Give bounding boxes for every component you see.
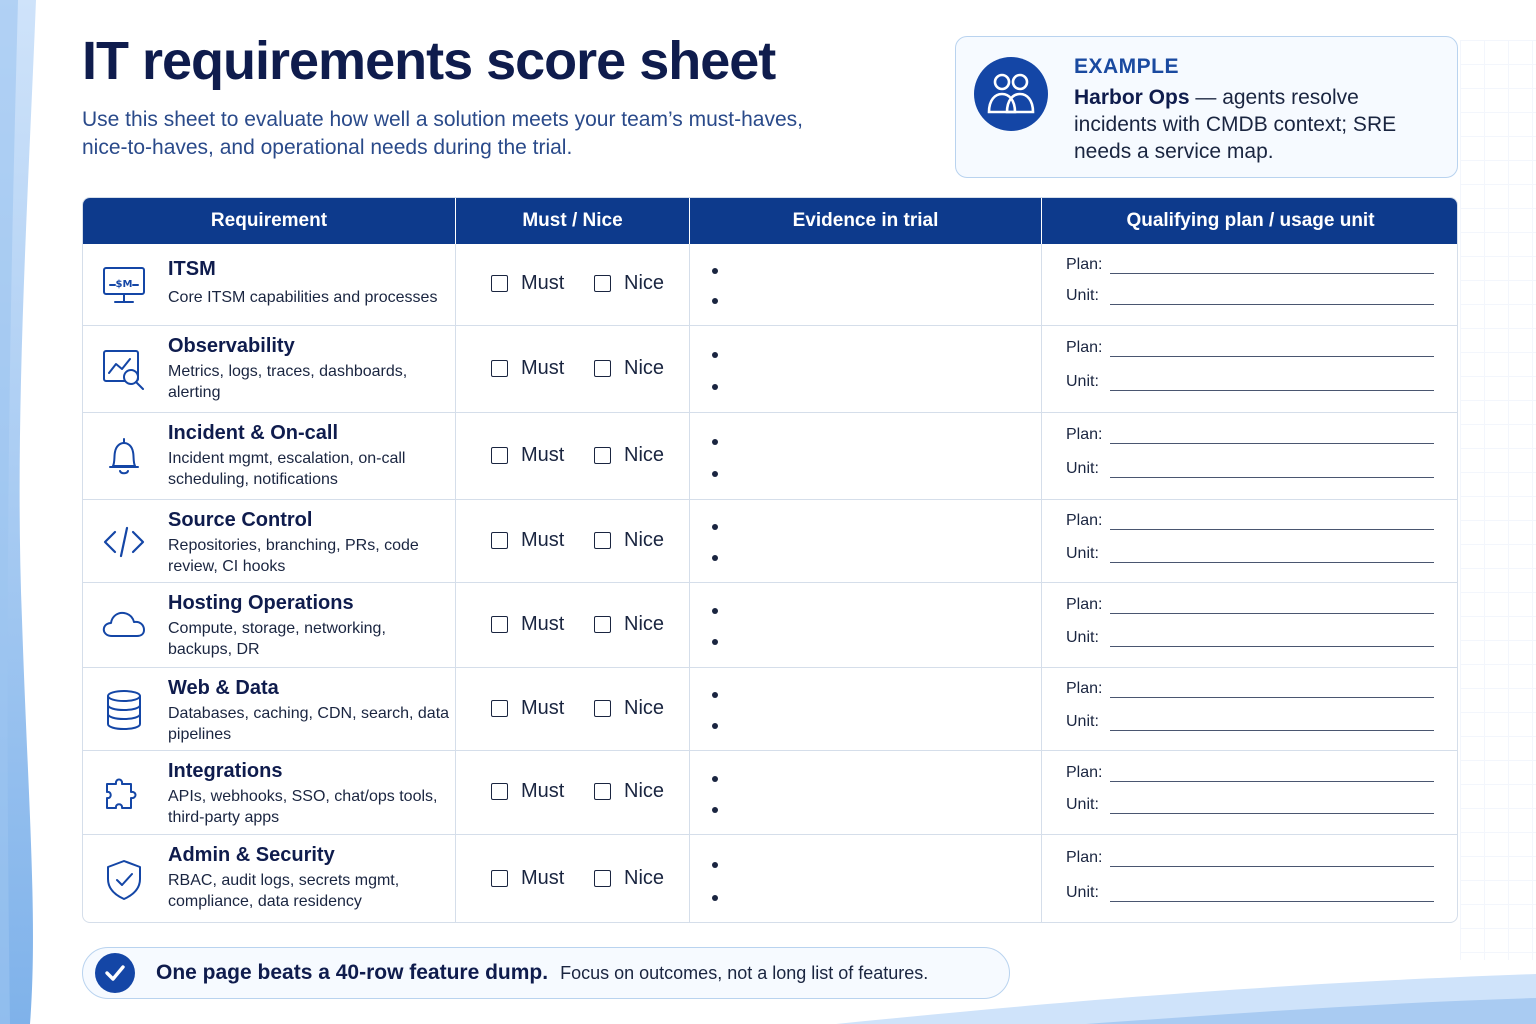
plan-unit-cell — [1042, 583, 1458, 667]
requirement-cell — [83, 326, 456, 412]
nice-option[interactable] — [594, 613, 664, 636]
evidence-bullet — [712, 895, 718, 901]
nice-label: Nice — [624, 867, 665, 889]
plan-label: Plan: — [1066, 512, 1103, 529]
unit-label: Unit: — [1066, 884, 1099, 901]
evidence-cell[interactable] — [690, 668, 1042, 750]
plan-field[interactable] — [1066, 849, 1434, 867]
unit-input-line[interactable] — [1110, 462, 1434, 478]
unit-field[interactable] — [1066, 629, 1434, 647]
evidence-cell[interactable] — [690, 326, 1042, 412]
evidence-bullet — [712, 639, 718, 645]
table-row — [83, 834, 1458, 923]
must-option[interactable] — [491, 697, 564, 720]
requirement-name: Admin & Security — [168, 844, 335, 866]
page-subtitle: Use this sheet to evaluate how well a solution meets your team’s must-haves, nice-to-haves, and operational needs during the trial. — [82, 108, 803, 159]
evidence-bullet — [712, 776, 718, 782]
plan-unit-cell — [1042, 326, 1458, 412]
must-option[interactable] — [491, 272, 564, 295]
column-header-plan-unit: Qualifying plan / usage unit — [1126, 210, 1375, 231]
evidence-bullet — [712, 384, 718, 390]
unit-field[interactable] — [1066, 373, 1434, 391]
must-label: Must — [521, 529, 565, 551]
must-label: Must — [521, 780, 565, 802]
nice-checkbox[interactable] — [594, 532, 611, 549]
nice-label: Nice — [624, 529, 665, 551]
evidence-bullet — [712, 608, 718, 614]
plan-input-line[interactable] — [1110, 766, 1434, 782]
must-checkbox[interactable] — [491, 700, 508, 717]
plan-label: Plan: — [1066, 426, 1103, 443]
evidence-cell[interactable] — [690, 413, 1042, 499]
priority-cell — [456, 583, 690, 667]
table-row — [83, 582, 1458, 667]
requirement-cell — [83, 835, 456, 923]
plan-input-line[interactable] — [1110, 514, 1434, 530]
footer-headline: One page beats a 40-row feature dump. — [156, 961, 549, 984]
requirement-description: Repositories, branching, PRs, code review, CI hooks — [168, 537, 419, 575]
unit-label: Unit: — [1066, 460, 1099, 477]
requirement-name: Incident & On-call — [168, 422, 339, 444]
plan-label: Plan: — [1066, 764, 1103, 781]
unit-input-line[interactable] — [1110, 798, 1434, 814]
plan-label: Plan: — [1066, 256, 1103, 273]
unit-input-line[interactable] — [1110, 631, 1434, 647]
bell-icon — [101, 434, 147, 480]
evidence-cell[interactable] — [690, 500, 1042, 582]
cloud-icon — [101, 603, 147, 649]
requirement-name: Web & Data — [168, 677, 279, 699]
requirement-description: Databases, caching, CDN, search, data pipelines — [168, 705, 450, 743]
nice-checkbox[interactable] — [594, 360, 611, 377]
unit-field[interactable] — [1066, 713, 1434, 731]
column-header-evidence: Evidence in trial — [690, 198, 1042, 244]
must-option[interactable] — [491, 780, 564, 803]
evidence-cell[interactable] — [690, 583, 1042, 667]
requirements-table — [82, 197, 1458, 923]
evidence-cell[interactable] — [690, 751, 1042, 834]
nice-checkbox[interactable] — [594, 616, 611, 633]
requirement-description: APIs, webhooks, SSO, chat/ops tools, third-party apps — [168, 788, 438, 826]
plan-unit-cell — [1042, 413, 1458, 499]
example-description: — agents resolve incidents with CMDB context; SRE needs a service map. — [1074, 86, 1397, 163]
table-row — [83, 667, 1458, 750]
plan-input-line[interactable] — [1110, 428, 1434, 444]
plan-unit-cell — [1042, 668, 1458, 750]
requirement-cell — [83, 413, 456, 499]
decorative-grid — [1460, 40, 1536, 960]
plan-input-line[interactable] — [1110, 851, 1434, 867]
table-header — [83, 198, 1458, 244]
nice-label: Nice — [624, 613, 665, 635]
plan-label: Plan: — [1066, 680, 1103, 697]
must-option[interactable] — [491, 357, 564, 380]
evidence-bullet — [712, 692, 718, 698]
must-checkbox[interactable] — [491, 532, 508, 549]
priority-cell — [456, 751, 690, 834]
nice-option[interactable] — [594, 357, 664, 380]
unit-label: Unit: — [1066, 713, 1099, 730]
nice-label: Nice — [624, 444, 665, 466]
nice-option[interactable] — [594, 867, 664, 890]
evidence-bullet — [712, 439, 718, 445]
priority-cell — [456, 835, 690, 923]
unit-field[interactable] — [1066, 460, 1434, 478]
requirement-description: Compute, storage, networking, backups, DR — [168, 620, 386, 658]
nice-option[interactable] — [594, 529, 664, 552]
unit-input-line[interactable] — [1110, 547, 1434, 563]
requirement-cell — [83, 500, 456, 582]
page-title: IT requirements score sheet — [82, 31, 776, 91]
shield-check-icon — [101, 857, 147, 903]
unit-field[interactable] — [1066, 796, 1434, 814]
footer-text: Focus on outcomes, not a long list of features. — [560, 962, 929, 983]
must-checkbox[interactable] — [491, 870, 508, 887]
nice-option[interactable] — [594, 697, 664, 720]
plan-label: Plan: — [1066, 596, 1103, 613]
evidence-cell[interactable] — [690, 244, 1042, 325]
nice-checkbox[interactable] — [594, 275, 611, 292]
must-label: Must — [521, 272, 565, 294]
plan-field[interactable] — [1066, 764, 1434, 782]
must-checkbox[interactable] — [491, 783, 508, 800]
priority-cell — [456, 500, 690, 582]
evidence-bullet — [712, 352, 718, 358]
nice-option[interactable] — [594, 272, 664, 295]
table-row — [83, 244, 1458, 325]
check-circle-icon — [95, 953, 135, 993]
example-label: EXAMPLE — [1074, 55, 1180, 78]
plan-field[interactable] — [1066, 426, 1434, 444]
evidence-bullet — [712, 555, 718, 561]
priority-cell — [456, 326, 690, 412]
requirement-name: Observability — [168, 335, 295, 357]
requirement-description: Incident mgmt, escalation, on-call scheduling, notifications — [168, 450, 406, 488]
unit-input-line[interactable] — [1110, 289, 1434, 305]
unit-field[interactable] — [1066, 884, 1434, 902]
footer-callout — [82, 947, 1010, 999]
must-option[interactable] — [491, 867, 564, 890]
evidence-bullet — [712, 298, 718, 304]
users-icon — [974, 57, 1048, 131]
plan-input-line[interactable] — [1110, 682, 1434, 698]
plan-label: Plan: — [1066, 339, 1103, 356]
nice-label: Nice — [624, 697, 665, 719]
decorative-wave-left — [0, 0, 60, 1024]
requirement-cell — [83, 583, 456, 667]
unit-input-line[interactable] — [1110, 375, 1434, 391]
unit-input-line[interactable] — [1110, 886, 1434, 902]
plan-field[interactable] — [1066, 512, 1434, 530]
svg-text:$M: $M — [115, 279, 133, 290]
priority-cell — [456, 668, 690, 750]
unit-label: Unit: — [1066, 796, 1099, 813]
requirement-name: Hosting Operations — [168, 592, 354, 614]
requirement-description: Core ITSM capabilities and processes — [168, 289, 438, 306]
nice-option[interactable] — [594, 780, 664, 803]
chart-search-icon — [101, 347, 147, 393]
monitor-icon — [101, 262, 147, 308]
plan-input-line[interactable] — [1110, 258, 1434, 274]
plan-field[interactable] — [1066, 339, 1434, 357]
requirement-name: ITSM — [168, 258, 216, 280]
puzzle-icon — [101, 770, 147, 816]
plan-input-line[interactable] — [1110, 341, 1434, 357]
plan-label: Plan: — [1066, 849, 1103, 866]
unit-label: Unit: — [1066, 373, 1099, 390]
plan-field[interactable] — [1066, 596, 1434, 614]
plan-unit-cell — [1042, 751, 1458, 834]
nice-checkbox[interactable] — [594, 700, 611, 717]
database-icon — [101, 687, 147, 733]
evidence-bullet — [712, 723, 718, 729]
unit-field[interactable] — [1066, 287, 1434, 305]
example-card — [955, 36, 1458, 178]
must-label: Must — [521, 444, 565, 466]
plan-field[interactable] — [1066, 680, 1434, 698]
requirement-cell — [83, 751, 456, 834]
evidence-bullet — [712, 471, 718, 477]
must-option[interactable] — [491, 444, 564, 467]
nice-checkbox[interactable] — [594, 783, 611, 800]
evidence-bullet — [712, 862, 718, 868]
unit-label: Unit: — [1066, 545, 1099, 562]
nice-checkbox[interactable] — [594, 870, 611, 887]
evidence-cell[interactable] — [690, 835, 1042, 923]
plan-unit-cell — [1042, 244, 1458, 325]
unit-field[interactable] — [1066, 545, 1434, 563]
table-row — [83, 325, 1458, 412]
evidence-bullet — [712, 268, 718, 274]
table-row — [83, 499, 1458, 582]
evidence-bullet — [712, 524, 718, 530]
evidence-bullet — [712, 807, 718, 813]
nice-option[interactable] — [594, 444, 664, 467]
nice-checkbox[interactable] — [594, 447, 611, 464]
plan-field[interactable] — [1066, 256, 1434, 274]
nice-label: Nice — [624, 780, 665, 802]
must-checkbox[interactable] — [491, 616, 508, 633]
unit-label: Unit: — [1066, 629, 1099, 646]
plan-unit-cell — [1042, 500, 1458, 582]
plan-input-line[interactable] — [1110, 598, 1434, 614]
plan-unit-cell — [1042, 835, 1458, 923]
must-label: Must — [521, 613, 565, 635]
unit-input-line[interactable] — [1110, 715, 1434, 731]
requirement-name: Source Control — [168, 509, 313, 531]
unit-label: Unit: — [1066, 287, 1099, 304]
column-header-requirement: Requirement — [83, 198, 456, 244]
requirement-description: Metrics, logs, traces, dashboards, alerting — [168, 363, 408, 401]
code-icon — [101, 519, 147, 565]
table-row — [83, 412, 1458, 499]
must-option[interactable] — [491, 529, 564, 552]
requirement-cell — [83, 244, 456, 325]
requirement-description: RBAC, audit logs, secrets mgmt, compliance, data residency — [168, 872, 400, 910]
nice-label: Nice — [624, 357, 665, 379]
example-company: Harbor Ops — [1074, 86, 1190, 109]
priority-cell — [456, 244, 690, 325]
requirement-name: Integrations — [168, 760, 283, 782]
table-row — [83, 750, 1458, 834]
priority-cell — [456, 413, 690, 499]
column-header-must-nice: Must / Nice — [456, 198, 690, 244]
must-option[interactable] — [491, 613, 564, 636]
nice-label: Nice — [624, 272, 665, 294]
must-checkbox[interactable] — [491, 360, 508, 377]
must-label: Must — [521, 697, 565, 719]
example-text — [1074, 84, 1444, 165]
must-label: Must — [521, 867, 565, 889]
must-label: Must — [521, 357, 565, 379]
must-checkbox[interactable] — [491, 275, 508, 292]
must-checkbox[interactable] — [491, 447, 508, 464]
requirement-cell — [83, 668, 456, 750]
